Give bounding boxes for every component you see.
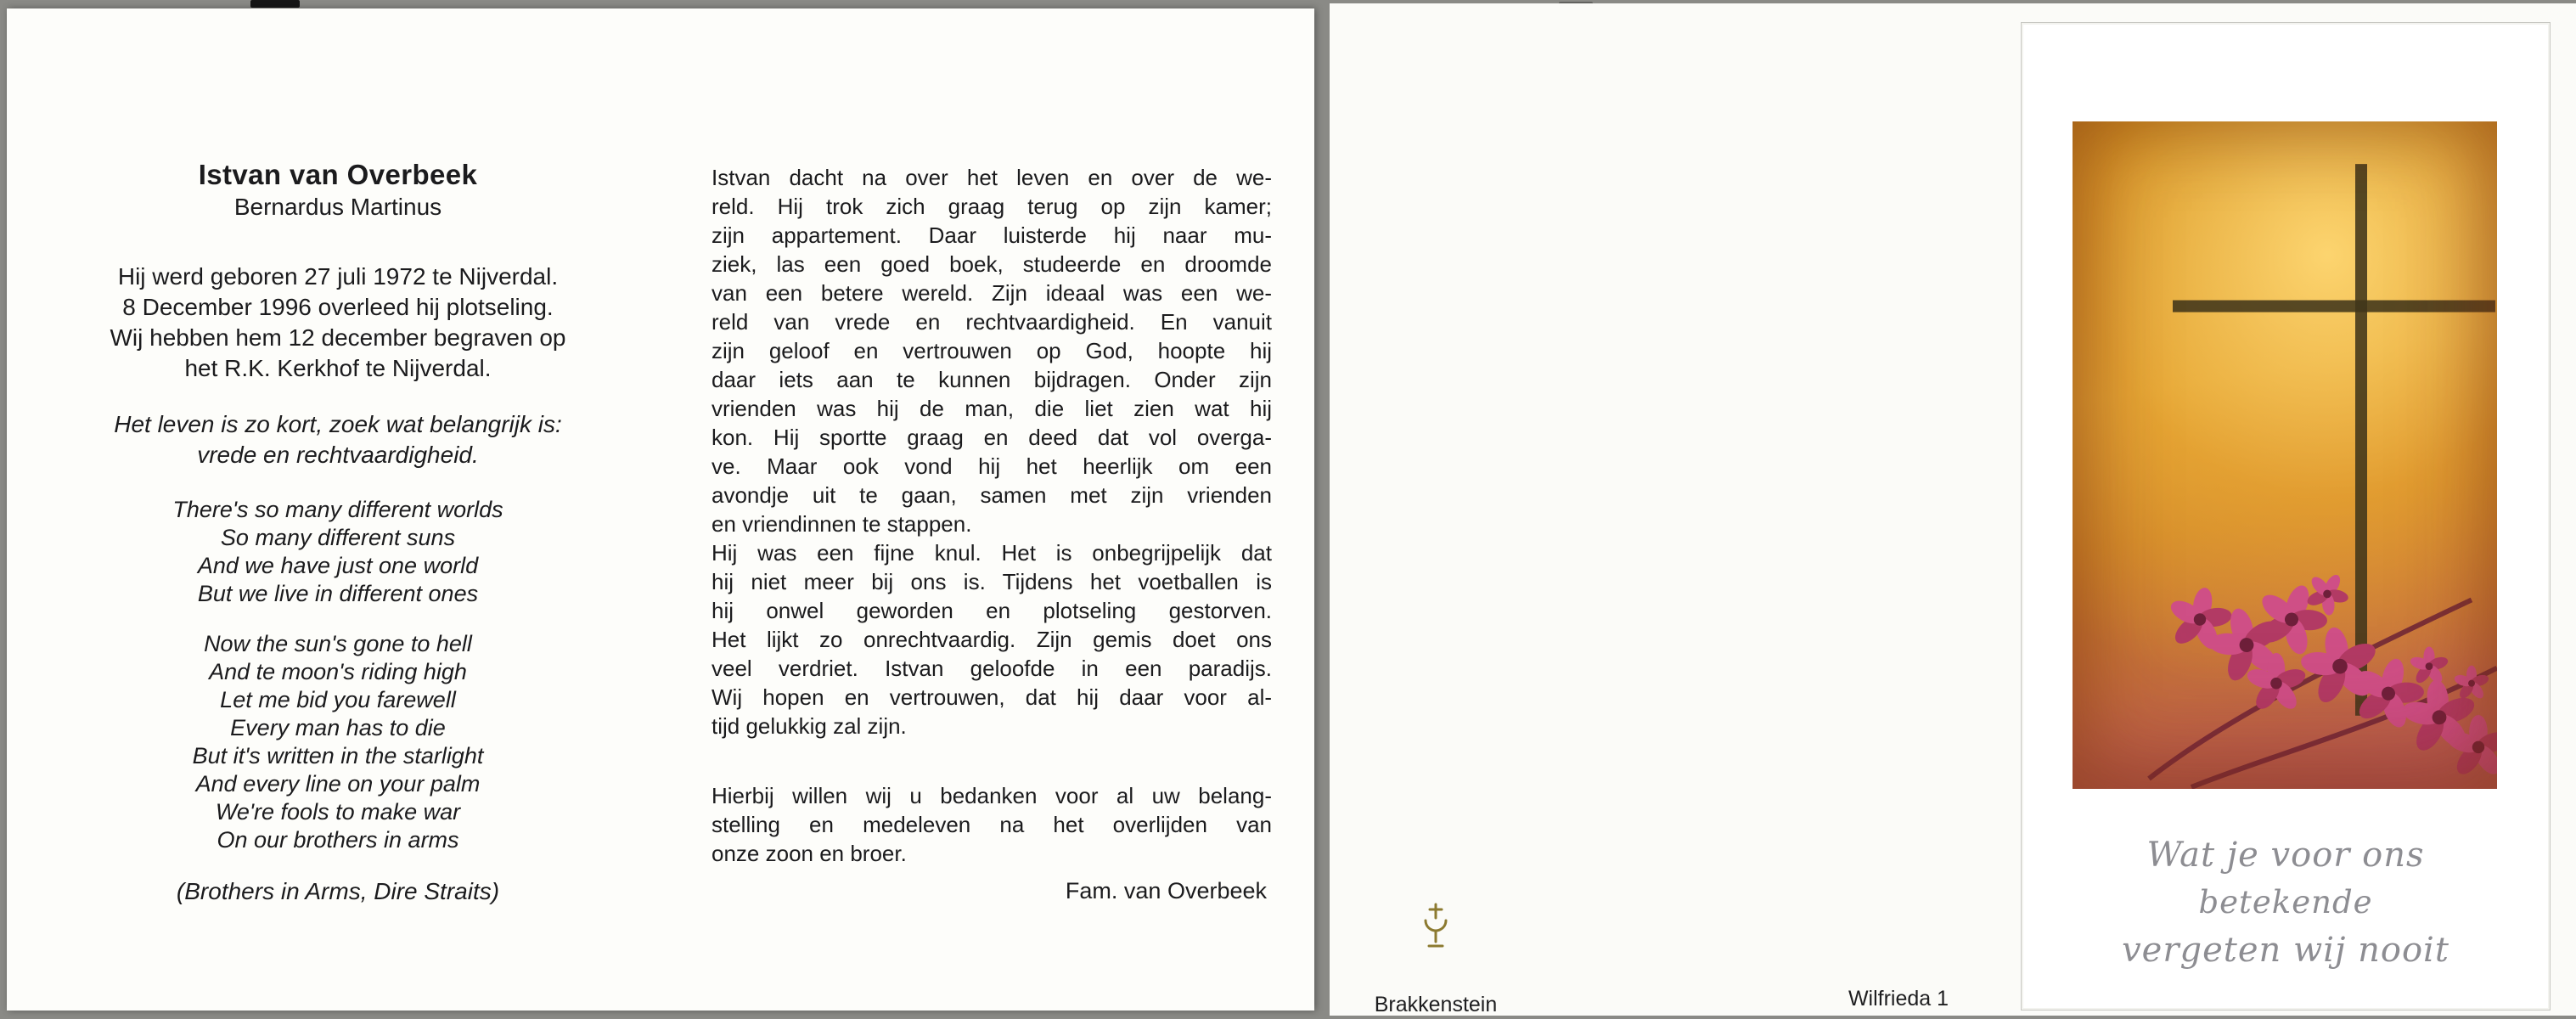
text-line: So many different suns xyxy=(220,525,456,550)
front-cover-page xyxy=(1330,3,2576,1016)
text-line: en vriendinnen te stappen. xyxy=(711,511,972,537)
text-line: vrede en rechtvaardigheid. xyxy=(197,442,479,468)
text-line: reld van vrede en rechtvaardigheid. En vanuit xyxy=(711,309,1272,335)
memorial-card-front xyxy=(2021,22,2551,1011)
text-line: There's so many different worlds xyxy=(172,497,503,522)
text-line: On our brothers in arms xyxy=(217,827,459,853)
poem-credit: (Brothers in Arms, Dire Straits) xyxy=(176,878,500,904)
inside-spread-page xyxy=(7,8,1314,1011)
text-line: stelling en medeleven na het overlijden van xyxy=(711,812,1272,837)
text-line: But it's written in the starlight xyxy=(192,743,484,768)
poem-stanza-1 xyxy=(66,496,610,608)
text-line: Hij was een fijne knul. Het is onbegrijpelijk dat xyxy=(711,540,1272,566)
text-line: zijn appartement. Daar luisterde hij naar mu- xyxy=(711,222,1272,248)
text-line: zijn geloof en vertrouwen op God, hoopte hij xyxy=(711,338,1272,363)
publisher-name: Brakkenstein xyxy=(1374,993,1498,1016)
text-line: hij onwel geworden en plotseling gestorven. xyxy=(711,598,1272,623)
text-line: reld. Hij trok zich graag terug op zijn kamer; xyxy=(711,194,1272,219)
text-line: Hierbij willen wij u bedanken voor al uw belang- xyxy=(711,783,1272,808)
text-line: vergeten wij nooit xyxy=(2122,931,2449,970)
text-line: ziek, las een goed boek, studeerde en droomde xyxy=(711,251,1272,277)
publisher-logo-icon xyxy=(1421,902,1450,951)
cover-photo xyxy=(2073,121,2497,789)
text-line: Now the sun's gone to hell xyxy=(204,631,472,656)
cross-and-orchids-illustration xyxy=(2073,121,2497,789)
life-dates-paragraph xyxy=(66,262,610,384)
deceased-name: Istvan van Overbeek xyxy=(198,159,478,190)
text-line: But we live in different ones xyxy=(197,581,479,606)
text-line: Wij hebben hem 12 december begraven op xyxy=(110,324,566,351)
family-signature: Fam. van Overbeek xyxy=(1065,878,1267,904)
text-line: And every line on your palm xyxy=(195,771,481,797)
text-line: Istvan dacht na over het leven en over de we- xyxy=(711,165,1272,190)
text-line: Wat je voor ons xyxy=(2146,836,2425,875)
inside-left-column xyxy=(66,158,610,907)
series-number: Wilfrieda 1 xyxy=(1848,987,1949,1011)
text-line: Wij hopen en vertrouwen, dat hij daar voor al- xyxy=(711,684,1272,710)
text-line: And we have just one world xyxy=(197,553,479,578)
text-line: 8 December 1996 overleed hij plotseling. xyxy=(122,294,554,320)
orchid-flowers xyxy=(2149,564,2497,787)
text-line: kon. Hij sportte graag en deed dat vol overga- xyxy=(711,425,1272,450)
text-line: Het leven is zo kort, zoek wat belangrijk is: xyxy=(114,411,562,437)
scan-artifact xyxy=(250,0,300,8)
publisher-block xyxy=(1355,902,1516,1017)
obituary-paragraph-2 xyxy=(711,538,1272,740)
front-caption xyxy=(2022,831,2550,974)
text-line: We're fools to make war xyxy=(215,799,461,825)
text-line: hij niet meer bij ons is. Tijdens het voetballen is xyxy=(711,569,1272,594)
text-line: daar iets aan te kunnen bijdragen. Onder zijn xyxy=(711,367,1272,392)
deceased-given-names: Bernardus Martinus xyxy=(233,194,442,220)
text-line: Every man has to die xyxy=(230,715,446,740)
text-line: vrienden was hij de man, die liet zien wat hij xyxy=(711,396,1272,421)
cross-icon xyxy=(2173,164,2495,716)
obituary-paragraph-1 xyxy=(711,163,1272,538)
text-line: Het lijkt zo onrechtvaardig. Zijn gemis doet ons xyxy=(711,627,1272,652)
text-line: van een betere wereld. Zijn ideaal was een we- xyxy=(711,280,1272,306)
text-line: And te moon's riding high xyxy=(209,659,467,684)
thanks-paragraph xyxy=(711,781,1272,868)
text-line: ve. Maar ook vond hij het heerlijk om een xyxy=(711,453,1272,479)
text-line: het R.K. Kerkhof te Nijverdal. xyxy=(184,355,492,381)
inside-right-column xyxy=(711,163,1272,905)
text-line: onze zoon en broer. xyxy=(711,841,907,866)
text-line: avondje uit te gaan, samen met zijn vrienden xyxy=(711,482,1272,508)
motto-paragraph xyxy=(66,409,610,470)
text-line: Let me bid you farewell xyxy=(220,687,456,712)
text-line: tijd gelukkig zal zijn. xyxy=(711,713,907,739)
text-line: Hij werd geboren 27 juli 1972 te Nijverdal. xyxy=(117,263,559,290)
text-line: veel verdriet. Istvan geloofde in een paradijs. xyxy=(711,656,1272,681)
text-line: betekende xyxy=(2198,884,2373,920)
poem-stanza-2 xyxy=(66,630,610,854)
